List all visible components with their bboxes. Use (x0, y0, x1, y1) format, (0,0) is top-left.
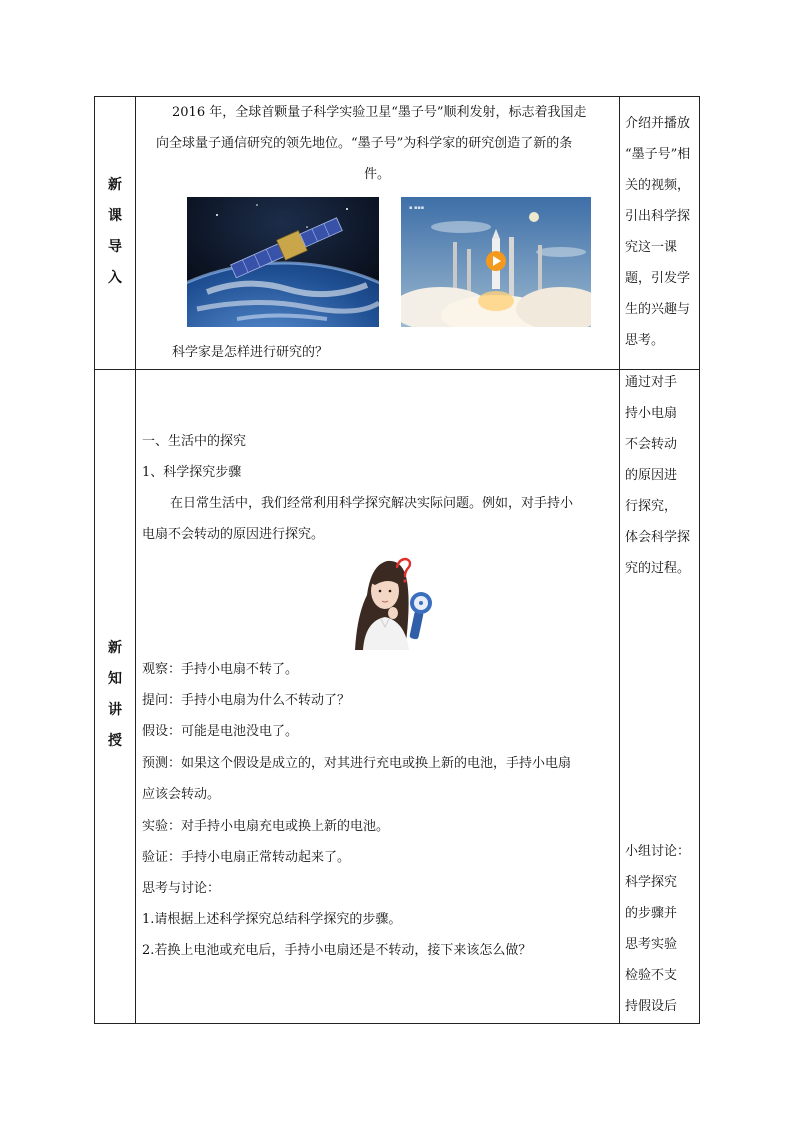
lecture-section-label: 新 知 讲 授 (108, 640, 122, 749)
column-divider-1 (135, 97, 136, 1023)
lecture-paragraph-line-1: 在日常生活中，我们经常利用科学探究解决实际问题。例如，对手持小 (170, 496, 574, 511)
discussion-question-2: 2.若换上电池或充电后，手持小电扇还是不转动，接下来该怎么做？ (142, 943, 532, 958)
girl-with-fan-illustration (345, 555, 440, 650)
step-experiment: 实验：对手持小电扇充电或换上新的电池。 (142, 819, 390, 834)
discussion-question-1: 1.请根据上述科学探究总结科学探究的步骤。 (142, 912, 402, 927)
step-prediction-line-2: 应该会转动。 (142, 787, 221, 802)
lecture-heading: 一、生活中的探究 (142, 434, 247, 449)
step-prediction-line-1: 预测：如果这个假设是成立的，对其进行充电或换上新的电池，手持小电扇 (142, 756, 572, 771)
svg-text:▪ ▪▪▪: ▪ ▪▪▪ (409, 205, 425, 211)
step-question: 提问：手持小电扇为什么不转动了？ (142, 693, 351, 708)
lecture-paragraph-line-2: 电扇不会转动的原因进行探究。 (142, 527, 325, 542)
intro-section-label: 新 课 导 入 (108, 177, 122, 286)
step-verify: 验证：手持小电扇正常转动起来了。 (142, 850, 351, 865)
discussion-heading: 思考与讨论： (142, 881, 221, 896)
row-divider (95, 369, 699, 370)
column-divider-2 (619, 97, 620, 1023)
satellite-image (187, 197, 379, 327)
intro-paragraph-line-2: 向全球量子通信研究的领先地位。“墨子号”为科学家的研究创造了新的条 (156, 136, 573, 151)
lecture-teacher-note-2: 小组讨论： 科学探究 的步骤并 思考实验 检验不支 持假设后 (625, 844, 691, 1014)
intro-paragraph-line-3: 件。 (364, 167, 391, 182)
intro-teacher-note: 介绍并播放 “墨子号”相 关的视频， 引出科学探 究这一课 题，引发学 生的兴趣与 思考。 (625, 116, 691, 348)
step-observe: 观察：手持小电扇不转了。 (142, 662, 299, 677)
intro-paragraph-line-1: 2016 年，全球首颗量子科学实验卫星“墨子号”顺利发射，标志着我国走 (172, 105, 587, 120)
lecture-subheading: 1、科学探究步骤 (142, 465, 242, 480)
lecture-teacher-note-1: 通过对手 持小电扇 不会转动 的原因进 行探究， 体会科学探 究的过程。 (625, 375, 691, 576)
intro-question: 科学家是怎样进行研究的？ (172, 345, 329, 360)
rocket-launch-video-thumbnail[interactable] (401, 197, 591, 327)
step-hypothesis: 假设：可能是电池没电了。 (142, 724, 299, 739)
